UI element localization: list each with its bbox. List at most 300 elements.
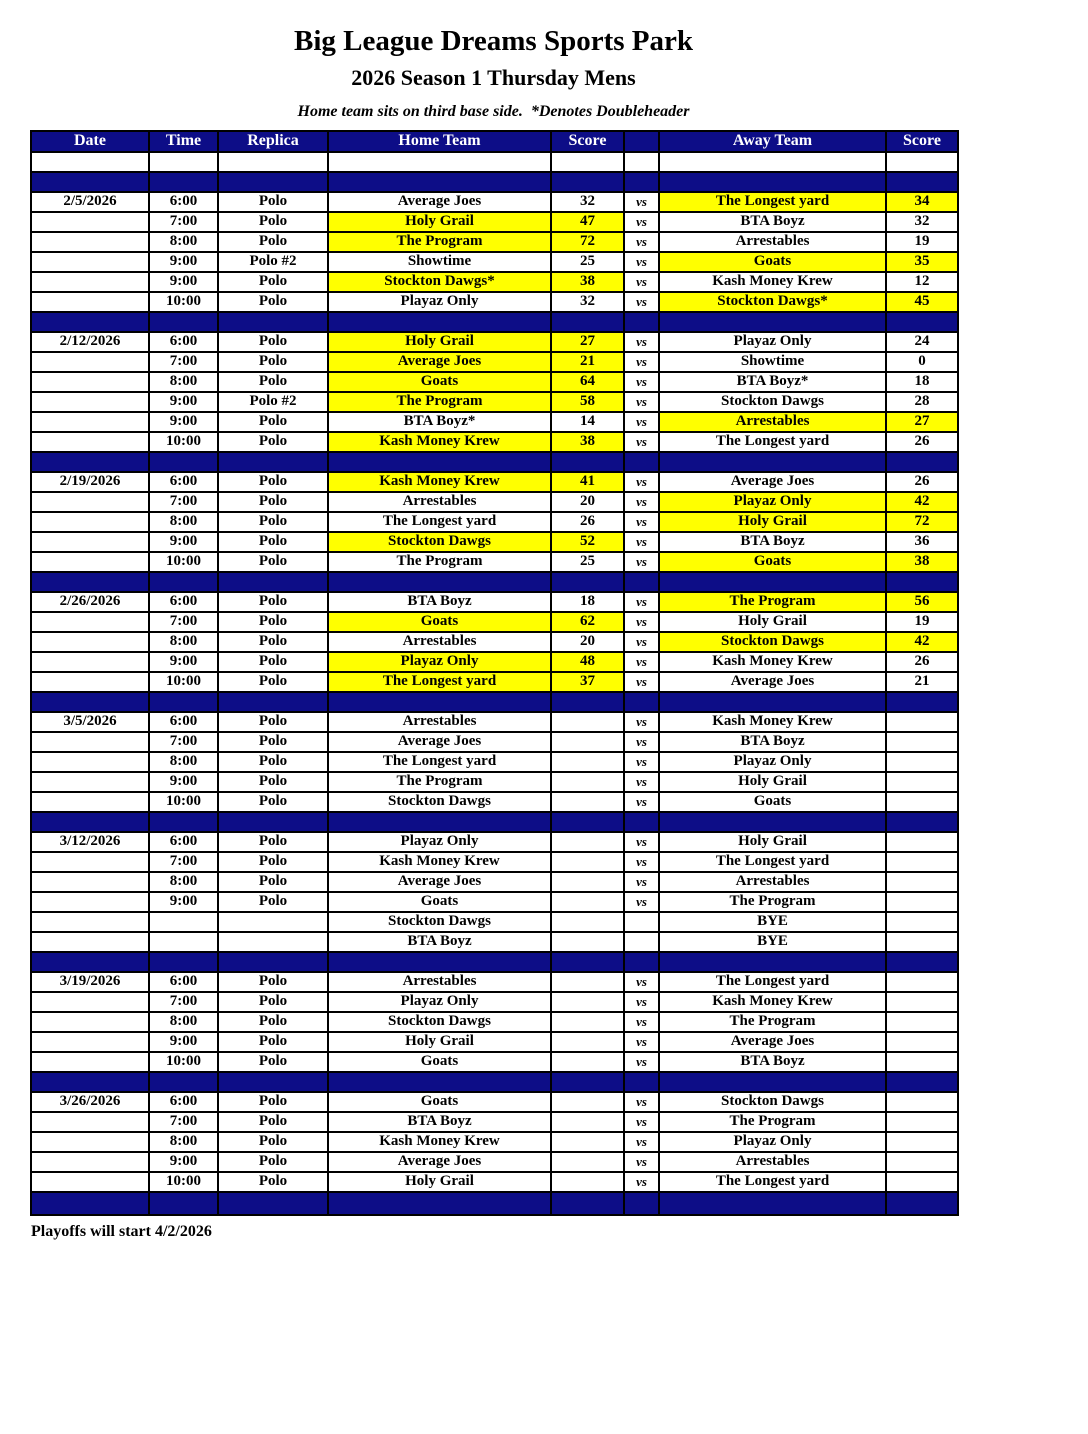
away-team-cell: The Program xyxy=(659,1012,886,1032)
col-header-vs xyxy=(624,131,659,152)
game-row xyxy=(31,512,958,532)
separator-cell xyxy=(886,1072,958,1092)
separator-cell xyxy=(659,152,886,172)
col-header-home-team: Home Team xyxy=(328,131,551,152)
replica-cell xyxy=(218,932,328,952)
separator-cell xyxy=(218,152,328,172)
vs-cell: vs xyxy=(624,432,659,452)
away-score-cell: 42 xyxy=(886,632,958,652)
date-cell xyxy=(31,1112,149,1132)
col-header-date: Date xyxy=(31,131,149,152)
home-score-cell xyxy=(551,1052,624,1072)
separator-cell xyxy=(886,452,958,472)
replica-cell: Polo #2 xyxy=(218,392,328,412)
time-cell: 7:00 xyxy=(149,732,218,752)
blank-row xyxy=(31,152,958,172)
home-score-cell xyxy=(551,892,624,912)
away-score-cell: 34 xyxy=(886,192,958,212)
date-cell xyxy=(31,852,149,872)
away-score-cell xyxy=(886,732,958,752)
away-team-cell: Holy Grail xyxy=(659,832,886,852)
separator-cell xyxy=(149,1192,218,1215)
away-score-cell: 72 xyxy=(886,512,958,532)
home-score-cell: 25 xyxy=(551,252,624,272)
separator-cell xyxy=(624,452,659,472)
date-cell xyxy=(31,652,149,672)
away-team-cell: Holy Grail xyxy=(659,512,886,532)
away-score-cell xyxy=(886,1092,958,1112)
away-score-cell xyxy=(886,892,958,912)
game-row xyxy=(31,432,958,452)
vs-cell: vs xyxy=(624,852,659,872)
vs-cell: vs xyxy=(624,672,659,692)
vs-cell: vs xyxy=(624,192,659,212)
game-row xyxy=(31,252,958,272)
time-cell: 10:00 xyxy=(149,552,218,572)
home-team-cell: Goats xyxy=(328,892,551,912)
away-score-cell: 36 xyxy=(886,532,958,552)
away-team-cell: Playaz Only xyxy=(659,492,886,512)
away-team-cell: The Longest yard xyxy=(659,192,886,212)
game-row xyxy=(31,752,958,772)
replica-cell: Polo xyxy=(218,792,328,812)
date-cell xyxy=(31,1132,149,1152)
time-cell: 8:00 xyxy=(149,872,218,892)
away-score-cell xyxy=(886,1132,958,1152)
vs-cell: vs xyxy=(624,232,659,252)
home-team-cell: Goats xyxy=(328,372,551,392)
separator-cell xyxy=(659,812,886,832)
home-team-cell: Playaz Only xyxy=(328,292,551,312)
replica-cell: Polo xyxy=(218,1112,328,1132)
separator-cell xyxy=(328,572,551,592)
away-team-cell: BYE xyxy=(659,912,886,932)
replica-cell: Polo xyxy=(218,752,328,772)
time-cell: 6:00 xyxy=(149,1092,218,1112)
away-team-cell: The Longest yard xyxy=(659,972,886,992)
separator-row xyxy=(31,452,958,472)
away-score-cell: 38 xyxy=(886,552,958,572)
separator-cell xyxy=(328,952,551,972)
home-score-cell: 62 xyxy=(551,612,624,632)
date-cell xyxy=(31,732,149,752)
replica-cell: Polo xyxy=(218,212,328,232)
away-team-cell: Showtime xyxy=(659,352,886,372)
away-score-cell: 12 xyxy=(886,272,958,292)
separator-cell xyxy=(31,812,149,832)
vs-cell: vs xyxy=(624,972,659,992)
game-row xyxy=(31,992,958,1012)
home-score-cell xyxy=(551,792,624,812)
date-cell xyxy=(31,492,149,512)
separator-cell xyxy=(218,1072,328,1092)
game-row xyxy=(31,672,958,692)
vs-cell: vs xyxy=(624,352,659,372)
away-score-cell xyxy=(886,852,958,872)
separator-cell xyxy=(886,1192,958,1215)
separator-cell xyxy=(31,452,149,472)
separator-row xyxy=(31,692,958,712)
time-cell: 7:00 xyxy=(149,852,218,872)
game-row xyxy=(31,1152,958,1172)
away-team-cell: Stockton Dawgs xyxy=(659,392,886,412)
time-cell: 9:00 xyxy=(149,652,218,672)
home-score-cell: 64 xyxy=(551,372,624,392)
game-row xyxy=(31,1052,958,1072)
replica-cell: Polo xyxy=(218,612,328,632)
away-team-cell: Arrestables xyxy=(659,412,886,432)
home-team-cell: Average Joes xyxy=(328,732,551,752)
home-team-cell: Holy Grail xyxy=(328,212,551,232)
home-score-cell xyxy=(551,1152,624,1172)
col-header-replica: Replica xyxy=(218,131,328,152)
home-team-cell: Kash Money Krew xyxy=(328,1132,551,1152)
date-cell: 2/5/2026 xyxy=(31,192,149,212)
replica-cell: Polo xyxy=(218,632,328,652)
game-row xyxy=(31,232,958,252)
separator-cell xyxy=(551,152,624,172)
separator-cell xyxy=(149,812,218,832)
time-cell: 8:00 xyxy=(149,1132,218,1152)
game-row xyxy=(31,292,958,312)
home-team-cell: Stockton Dawgs xyxy=(328,912,551,932)
away-team-cell: Kash Money Krew xyxy=(659,272,886,292)
away-team-cell: Arrestables xyxy=(659,232,886,252)
separator-cell xyxy=(218,172,328,192)
game-row xyxy=(31,372,958,392)
game-row xyxy=(31,772,958,792)
page-title: Big League Dreams Sports Park xyxy=(293,25,693,57)
separator-cell xyxy=(886,152,958,172)
replica-cell: Polo xyxy=(218,1152,328,1172)
time-cell: 9:00 xyxy=(149,252,218,272)
home-team-cell: Holy Grail xyxy=(328,332,551,352)
away-score-cell: 18 xyxy=(886,372,958,392)
replica-cell: Polo xyxy=(218,732,328,752)
away-score-cell: 0 xyxy=(886,352,958,372)
game-row xyxy=(31,732,958,752)
replica-cell: Polo xyxy=(218,412,328,432)
time-cell: 8:00 xyxy=(149,752,218,772)
separator-cell xyxy=(624,312,659,332)
vs-cell: vs xyxy=(624,372,659,392)
replica-cell: Polo xyxy=(218,872,328,892)
home-score-cell xyxy=(551,832,624,852)
away-score-cell xyxy=(886,832,958,852)
replica-cell: Polo xyxy=(218,472,328,492)
vs-cell: vs xyxy=(624,392,659,412)
document-header xyxy=(30,26,957,121)
away-team-cell: Average Joes xyxy=(659,1032,886,1052)
separator-cell xyxy=(31,152,149,172)
date-cell: 2/12/2026 xyxy=(31,332,149,352)
game-row xyxy=(31,712,958,732)
separator-cell xyxy=(218,1192,328,1215)
away-team-cell: BTA Boyz xyxy=(659,732,886,752)
vs-cell: vs xyxy=(624,832,659,852)
replica-cell: Polo xyxy=(218,592,328,612)
time-cell: 9:00 xyxy=(149,532,218,552)
separator-cell xyxy=(149,152,218,172)
home-team-cell: Arrestables xyxy=(328,712,551,732)
replica-cell: Polo xyxy=(218,532,328,552)
game-row xyxy=(31,1112,958,1132)
home-team-cell: Goats xyxy=(328,612,551,632)
game-row xyxy=(31,1012,958,1032)
home-score-cell: 18 xyxy=(551,592,624,612)
replica-cell: Polo xyxy=(218,972,328,992)
separator-cell xyxy=(624,152,659,172)
home-team-cell: Average Joes xyxy=(328,352,551,372)
game-row xyxy=(31,912,958,932)
vs-cell: vs xyxy=(624,272,659,292)
separator-cell xyxy=(328,692,551,712)
separator-cell xyxy=(31,1072,149,1092)
date-cell xyxy=(31,232,149,252)
separator-row xyxy=(31,572,958,592)
vs-cell: vs xyxy=(624,1172,659,1192)
away-team-cell: Arrestables xyxy=(659,1152,886,1172)
separator-cell xyxy=(149,1072,218,1092)
separator-cell xyxy=(328,152,551,172)
game-row xyxy=(31,832,958,852)
home-team-cell: Stockton Dawgs xyxy=(328,1012,551,1032)
away-team-cell: Playaz Only xyxy=(659,332,886,352)
separator-row xyxy=(31,312,958,332)
separator-cell xyxy=(551,1072,624,1092)
time-cell: 6:00 xyxy=(149,192,218,212)
separator-cell xyxy=(328,1192,551,1215)
away-team-cell: BTA Boyz xyxy=(659,212,886,232)
away-team-cell: Playaz Only xyxy=(659,752,886,772)
away-team-cell: Stockton Dawgs xyxy=(659,1092,886,1112)
vs-cell: vs xyxy=(624,892,659,912)
schedule-document xyxy=(0,26,1088,1240)
date-cell xyxy=(31,532,149,552)
date-cell xyxy=(31,412,149,432)
away-score-cell xyxy=(886,1172,958,1192)
time-cell: 8:00 xyxy=(149,632,218,652)
separator-cell xyxy=(31,692,149,712)
away-score-cell xyxy=(886,872,958,892)
date-cell: 3/19/2026 xyxy=(31,972,149,992)
home-score-cell: 38 xyxy=(551,272,624,292)
time-cell: 9:00 xyxy=(149,772,218,792)
date-cell: 2/19/2026 xyxy=(31,472,149,492)
separator-cell xyxy=(659,572,886,592)
vs-cell: vs xyxy=(624,252,659,272)
away-team-cell: The Program xyxy=(659,892,886,912)
col-header-home-score: Score xyxy=(551,131,624,152)
away-team-cell: Average Joes xyxy=(659,472,886,492)
away-score-cell xyxy=(886,712,958,732)
separator-cell xyxy=(149,692,218,712)
vs-cell: vs xyxy=(624,552,659,572)
home-score-cell: 58 xyxy=(551,392,624,412)
date-cell xyxy=(31,672,149,692)
separator-cell xyxy=(218,572,328,592)
vs-cell: vs xyxy=(624,612,659,632)
home-team-note: Home team sits on third base side. *Denotes Doubleheader xyxy=(297,103,690,121)
table-header-row xyxy=(31,131,958,152)
date-cell xyxy=(31,1012,149,1032)
date-cell xyxy=(31,1032,149,1052)
separator-cell xyxy=(149,172,218,192)
vs-cell: vs xyxy=(624,592,659,612)
date-cell xyxy=(31,212,149,232)
home-score-cell: 27 xyxy=(551,332,624,352)
home-score-cell: 20 xyxy=(551,632,624,652)
game-row xyxy=(31,212,958,232)
time-cell: 9:00 xyxy=(149,272,218,292)
away-team-cell: Kash Money Krew xyxy=(659,712,886,732)
separator-cell xyxy=(624,952,659,972)
date-cell xyxy=(31,432,149,452)
home-score-cell: 52 xyxy=(551,532,624,552)
time-cell xyxy=(149,912,218,932)
separator-cell xyxy=(551,572,624,592)
game-row xyxy=(31,352,958,372)
vs-cell: vs xyxy=(624,1052,659,1072)
separator-cell xyxy=(886,572,958,592)
time-cell: 6:00 xyxy=(149,592,218,612)
away-team-cell: Arrestables xyxy=(659,872,886,892)
date-cell xyxy=(31,252,149,272)
away-score-cell xyxy=(886,752,958,772)
time-cell: 10:00 xyxy=(149,292,218,312)
away-team-cell: Goats xyxy=(659,552,886,572)
date-cell xyxy=(31,992,149,1012)
playoffs-note: Playoffs will start 4/2/2026 xyxy=(31,1222,212,1240)
time-cell xyxy=(149,932,218,952)
vs-cell: vs xyxy=(624,1032,659,1052)
date-cell xyxy=(31,372,149,392)
replica-cell: Polo xyxy=(218,1032,328,1052)
separator-cell xyxy=(624,692,659,712)
home-team-cell: The Program xyxy=(328,552,551,572)
time-cell: 8:00 xyxy=(149,1012,218,1032)
separator-cell xyxy=(551,692,624,712)
vs-cell xyxy=(624,912,659,932)
vs-cell: vs xyxy=(624,1092,659,1112)
vs-cell: vs xyxy=(624,1132,659,1152)
home-score-cell xyxy=(551,732,624,752)
separator-cell xyxy=(624,1072,659,1092)
away-team-cell: Goats xyxy=(659,792,886,812)
replica-cell: Polo xyxy=(218,192,328,212)
vs-cell: vs xyxy=(624,732,659,752)
away-score-cell xyxy=(886,1012,958,1032)
away-score-cell xyxy=(886,1052,958,1072)
time-cell: 7:00 xyxy=(149,352,218,372)
page-subtitle: 2026 Season 1 Thursday Mens xyxy=(351,64,636,90)
away-team-cell: Kash Money Krew xyxy=(659,992,886,1012)
date-cell xyxy=(31,552,149,572)
away-score-cell xyxy=(886,772,958,792)
separator-cell xyxy=(551,452,624,472)
date-cell xyxy=(31,392,149,412)
date-cell xyxy=(31,1172,149,1192)
replica-cell: Polo xyxy=(218,1052,328,1072)
home-team-cell: Holy Grail xyxy=(328,1172,551,1192)
replica-cell xyxy=(218,912,328,932)
date-cell xyxy=(31,632,149,652)
replica-cell: Polo #2 xyxy=(218,252,328,272)
separator-row xyxy=(31,1192,958,1215)
home-team-cell: The Program xyxy=(328,232,551,252)
date-cell xyxy=(31,292,149,312)
vs-cell: vs xyxy=(624,1112,659,1132)
away-team-cell: Kash Money Krew xyxy=(659,652,886,672)
away-score-cell: 19 xyxy=(886,612,958,632)
time-cell: 7:00 xyxy=(149,992,218,1012)
time-cell: 6:00 xyxy=(149,472,218,492)
away-team-cell: The Longest yard xyxy=(659,852,886,872)
vs-cell: vs xyxy=(624,472,659,492)
replica-cell: Polo xyxy=(218,332,328,352)
date-cell xyxy=(31,892,149,912)
home-team-cell: Stockton Dawgs xyxy=(328,792,551,812)
home-score-cell xyxy=(551,992,624,1012)
vs-cell: vs xyxy=(624,492,659,512)
home-score-cell xyxy=(551,852,624,872)
replica-cell: Polo xyxy=(218,492,328,512)
away-score-cell xyxy=(886,792,958,812)
away-team-cell: The Longest yard xyxy=(659,432,886,452)
col-header-away-team: Away Team xyxy=(659,131,886,152)
game-row xyxy=(31,612,958,632)
home-team-cell: BTA Boyz xyxy=(328,932,551,952)
date-cell xyxy=(31,752,149,772)
replica-cell: Polo xyxy=(218,852,328,872)
separator-cell xyxy=(218,952,328,972)
separator-row xyxy=(31,172,958,192)
away-team-cell: The Program xyxy=(659,1112,886,1132)
time-cell: 8:00 xyxy=(149,372,218,392)
game-row xyxy=(31,892,958,912)
time-cell: 6:00 xyxy=(149,832,218,852)
home-score-cell xyxy=(551,1132,624,1152)
away-team-cell: Holy Grail xyxy=(659,772,886,792)
game-row xyxy=(31,532,958,552)
col-header-time: Time xyxy=(149,131,218,152)
separator-row xyxy=(31,952,958,972)
separator-cell xyxy=(886,172,958,192)
home-team-cell: BTA Boyz xyxy=(328,592,551,612)
separator-cell xyxy=(328,172,551,192)
separator-cell xyxy=(31,172,149,192)
away-score-cell: 26 xyxy=(886,652,958,672)
away-score-cell xyxy=(886,1112,958,1132)
vs-cell: vs xyxy=(624,292,659,312)
away-score-cell: 19 xyxy=(886,232,958,252)
separator-cell xyxy=(886,812,958,832)
game-row xyxy=(31,1132,958,1152)
separator-cell xyxy=(328,812,551,832)
date-cell xyxy=(31,1052,149,1072)
home-team-cell: Playaz Only xyxy=(328,652,551,672)
home-team-cell: Arrestables xyxy=(328,632,551,652)
home-score-cell: 20 xyxy=(551,492,624,512)
home-team-cell: Showtime xyxy=(328,252,551,272)
vs-cell: vs xyxy=(624,1012,659,1032)
separator-cell xyxy=(218,312,328,332)
date-cell xyxy=(31,1152,149,1172)
home-team-cell: Goats xyxy=(328,1052,551,1072)
home-team-cell: Holy Grail xyxy=(328,1032,551,1052)
away-score-cell: 35 xyxy=(886,252,958,272)
away-team-cell: Average Joes xyxy=(659,672,886,692)
